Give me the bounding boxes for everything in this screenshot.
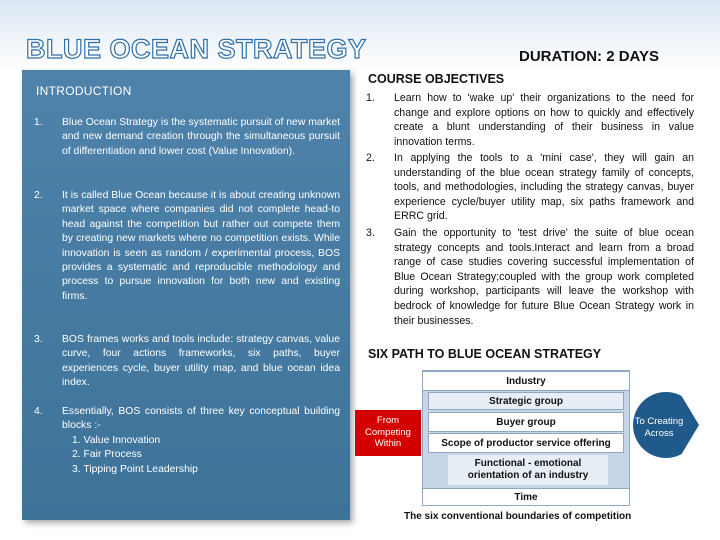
diagram-caption: The six conventional boundaries of competition — [404, 511, 632, 522]
objective-number: 1. — [366, 92, 375, 104]
intro-item-number: 1. — [34, 117, 43, 128]
objective-item — [366, 151, 694, 224]
to-creating-across-label: To Creating Across — [634, 416, 684, 439]
building-block-item: 1. Value Innovation — [72, 434, 161, 446]
intro-item-text: Blue Ocean Strategy is the systematic pursuit of new market and new demand creation through the simultaneous pursuit of differentiation and lower cost (Value Innovation). — [62, 117, 340, 157]
page-title: BLUE OCEAN STRATEGY — [26, 34, 367, 64]
strategic-group-box: Strategic group — [428, 392, 624, 410]
six-paths-heading: SIX PATH TO BLUE OCEAN STRATEGY — [368, 347, 602, 361]
intro-item — [34, 189, 340, 304]
introduction-heading: INTRODUCTION — [36, 84, 132, 98]
objective-text: In applying the tools to a 'mini case', they will gain an understanding of the blue ocean strategy family of concepts, tools, and methodologies, including the strategy canvas, buyer experience cycle/buyer utility map, six paths framework and ERRC grid. — [394, 152, 694, 223]
building-block-item: 2. Fair Process — [72, 449, 142, 461]
objectives-heading: COURSE OBJECTIVES — [368, 72, 505, 86]
objective-text: Gain the opportunity to 'test drive' the suite of blue ocean strategy concepts and tools.Interact and learn from a broad range of case studies covering successful implementation of Blue Ocean Strategy;coupled with the group work completed during workshop, participants will leave the workshop with bedrock of knowledge for future Blue Ocean Strategy work in their businesses. — [394, 227, 694, 327]
intro-item — [34, 405, 340, 477]
time-box: Time — [422, 488, 630, 506]
duration-label: DURATION: 2 DAYS — [519, 48, 660, 65]
intro-item — [34, 116, 340, 159]
buyer-group-box: Buyer group — [428, 412, 624, 432]
industry-box: Industry — [422, 371, 630, 391]
introduction-panel — [22, 70, 350, 520]
scope-box: Scope of productor service offering — [428, 433, 624, 453]
objective-number: 3. — [366, 227, 375, 239]
objective-text: Learn how to 'wake up' their organizations to the need for change and explore options on how to quickly and effectively create a blunt understanding of their business in value innovation terms. — [394, 92, 694, 148]
intro-item-number: 2. — [34, 190, 43, 201]
objective-item — [366, 226, 694, 328]
objective-number: 2. — [366, 152, 375, 164]
building-blocks-list — [72, 434, 340, 477]
building-block-item: 3. Tipping Point Leadership — [72, 463, 198, 475]
objective-item — [366, 91, 694, 149]
from-competing-within-box: From Competing Within — [355, 410, 421, 456]
functional-emotional-box: Functional - emotional orientation of an industry — [448, 455, 608, 485]
intro-item-text: Essentially, BOS consists of three key conceptual building blocks :- — [62, 406, 340, 432]
intro-item-text: It is called Blue Ocean because it is about creating unknown market space where companies did not complete head-to head against the competition but rather out compete them by creating new markets where no competition exists. While innovation is seen as random / experimental process, BOS provides a systematic and reproducible methodology and process to pursue innovation for both new and existing firms. — [62, 190, 340, 302]
intro-item — [34, 333, 340, 391]
intro-item-number: 4. — [34, 406, 43, 417]
intro-item-number: 3. — [34, 334, 43, 345]
intro-item-text: BOS frames works and tools include: strategy canvas, value curve, four actions frameworks, six paths, buyer experiences cycle, buyer utility map, and blue ocean idea index. — [62, 334, 340, 389]
